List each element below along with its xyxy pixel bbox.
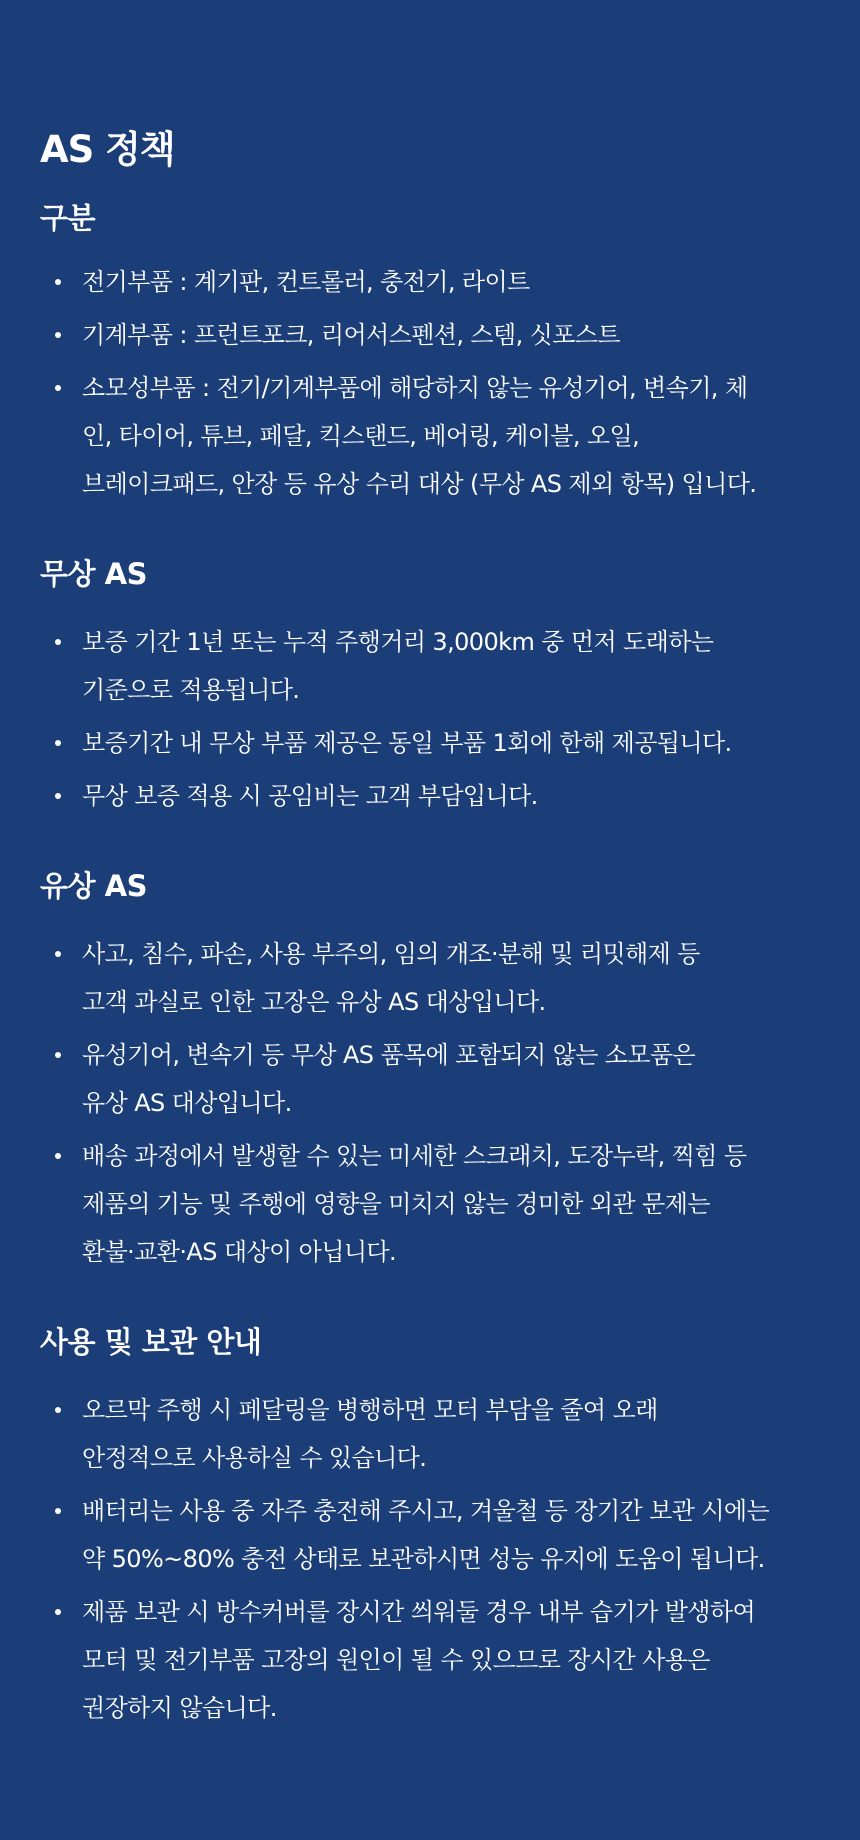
item-text-line: 제품 보관 시 방수커버를 장시간 씌워둘 경우 내부 습기가 발생하여	[82, 1598, 756, 1626]
bullet-dot-icon	[55, 639, 61, 645]
list-item	[40, 1132, 820, 1276]
bullet-dot-icon	[55, 1052, 61, 1058]
section-heading: 사용 및 보관 안내	[40, 1325, 262, 1359]
list-item	[40, 930, 820, 1026]
page-title: AS 정책	[40, 128, 175, 171]
bullet-dot-icon	[55, 332, 61, 338]
bullet-dot-icon	[55, 385, 61, 391]
item-text-line: 소모성부품 : 전기/기계부품에 해당하지 않는 유성기어, 변속기, 체	[82, 374, 748, 402]
list-item	[40, 258, 820, 306]
item-text-line: 보증 기간 1년 또는 누적 주행거리 3,000km 중 먼저 도래하는	[82, 628, 714, 656]
item-text-line: 유상 AS 대상입니다.	[82, 1089, 292, 1117]
section-heading: 무상 AS	[40, 557, 147, 591]
list-item	[40, 1588, 820, 1732]
bullet-dot-icon	[55, 793, 61, 799]
item-text-line: 환불·교환·AS 대상이 아닙니다.	[82, 1238, 397, 1266]
item-text-line: 고객 과실로 인한 고장은 유상 AS 대상입니다.	[82, 988, 546, 1016]
item-text-line: 기준으로 적용됩니다.	[82, 676, 300, 704]
item-text-line: 유성기어, 변속기 등 무상 AS 품목에 포함되지 않는 소모품은	[82, 1041, 696, 1069]
item-text-line: 전기부품 : 계기판, 컨트롤러, 충전기, 라이트	[82, 268, 530, 296]
list-item	[40, 618, 820, 714]
section-category	[40, 196, 820, 508]
bullet-list	[40, 618, 820, 820]
item-text-line: 안정적으로 사용하실 수 있습니다.	[82, 1444, 427, 1472]
bullet-dot-icon	[55, 1508, 61, 1514]
bullet-list	[40, 1386, 820, 1732]
item-text-line: 오르막 주행 시 페달링을 병행하면 모터 부담을 줄여 오래	[82, 1396, 658, 1424]
item-text-line: 권장하지 않습니다.	[82, 1694, 277, 1722]
bullet-dot-icon	[55, 1609, 61, 1615]
bullet-list	[40, 930, 820, 1276]
list-item	[40, 364, 820, 508]
list-item	[40, 1487, 820, 1583]
item-text-line: 인, 타이어, 튜브, 페달, 킥스탠드, 베어링, 케이블, 오일,	[82, 422, 640, 450]
item-text-line: 모터 및 전기부품 고장의 원인이 될 수 있으므로 장시간 사용은	[82, 1646, 710, 1674]
section-heading: 유상 AS	[40, 869, 147, 903]
list-item	[40, 1031, 820, 1127]
bullet-list	[40, 258, 820, 508]
item-text-line: 사고, 침수, 파손, 사용 부주의, 임의 개조·분해 및 리밋해제 등	[82, 940, 700, 968]
section-usage-storage	[40, 1320, 820, 1732]
section-heading: 구분	[40, 201, 96, 235]
list-item	[40, 719, 820, 767]
item-text-line: 기계부품 : 프런트포크, 리어서스펜션, 스템, 싯포스트	[82, 321, 620, 349]
bullet-dot-icon	[55, 740, 61, 746]
bullet-dot-icon	[55, 279, 61, 285]
item-text-line: 제품의 기능 및 주행에 영향을 미치지 않는 경미한 외관 문제는	[82, 1190, 710, 1218]
list-item	[40, 772, 820, 820]
item-text-line: 약 50%~80% 충전 상태로 보관하시면 성능 유지에 도움이 됩니다.	[82, 1545, 765, 1573]
item-text-line: 보증기간 내 무상 부품 제공은 동일 부품 1회에 한해 제공됩니다.	[82, 729, 732, 757]
item-text-line: 배터리는 사용 중 자주 충전해 주시고, 겨울철 등 장기간 보관 시에는	[82, 1497, 770, 1525]
section-paid-as	[40, 864, 820, 1276]
section-free-as	[40, 552, 820, 820]
bullet-dot-icon	[55, 1407, 61, 1413]
item-text-line: 무상 보증 적용 시 공임비는 고객 부담입니다.	[82, 782, 538, 810]
item-text-line: 배송 과정에서 발생할 수 있는 미세한 스크래치, 도장누락, 찍힘 등	[82, 1142, 747, 1170]
bullet-dot-icon	[55, 1153, 61, 1159]
list-item	[40, 1386, 820, 1482]
item-text-line: 브레이크패드, 안장 등 유상 수리 대상 (무상 AS 제외 항목) 입니다.	[82, 470, 757, 498]
list-item	[40, 311, 820, 359]
bullet-dot-icon	[55, 951, 61, 957]
